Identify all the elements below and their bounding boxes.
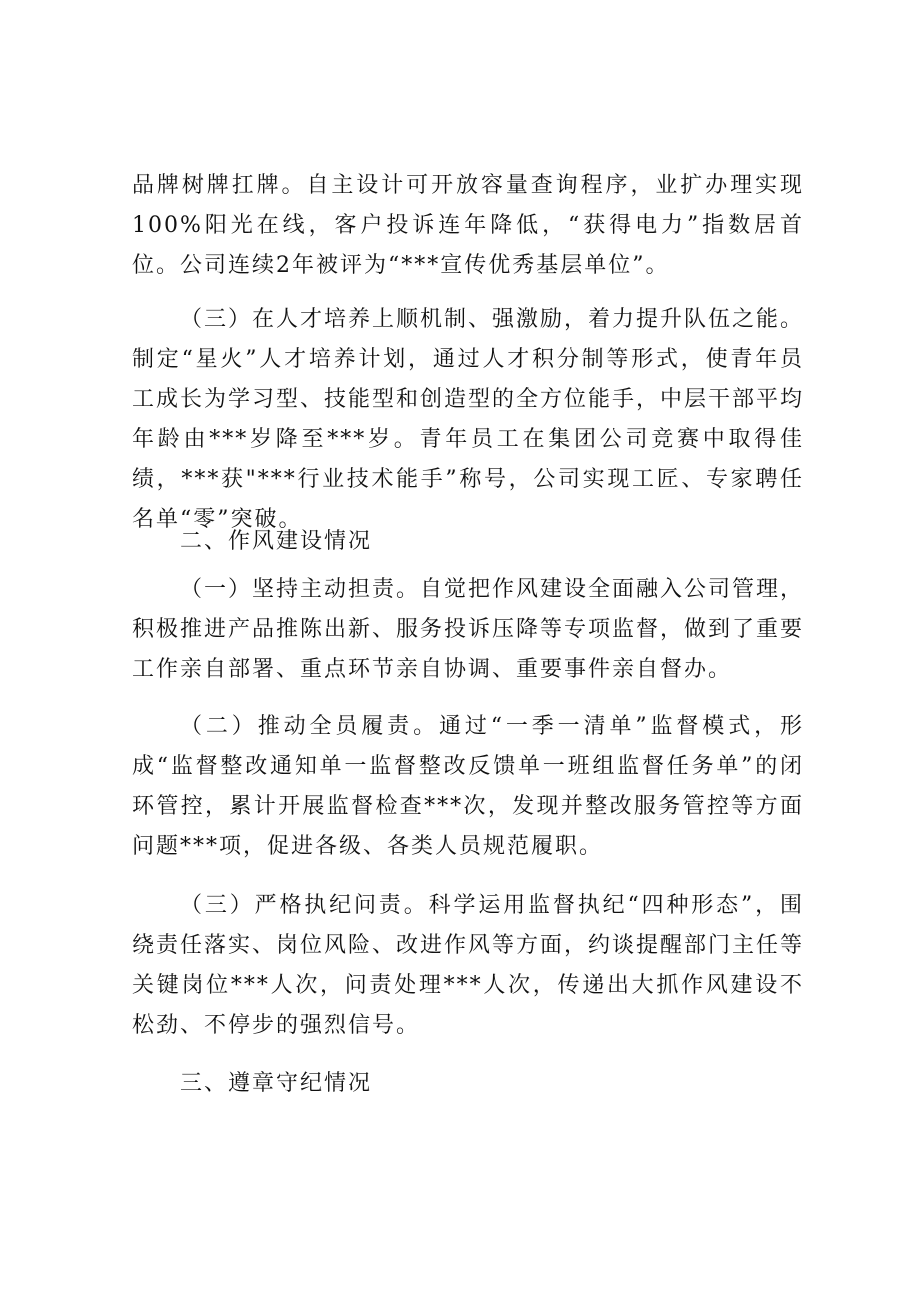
paragraph-text: （三）在人才培养上顺机制、强激励，着力提升队伍之能。制定“星火”人才培养计划，通过人才积分制等形式，使青年员工成长为学习型、技能型和创造型的全方位能手，中层干部平均年龄由***岁降至***岁。青年员工在集团公司竞赛中取得佳绩，***获"***行业技术能手”称号，公司实现工匠、专家聘任名单“零”突破。 <box>132 307 805 532</box>
heading-text: 二、作风建设情况 <box>180 529 373 554</box>
paragraph-take-responsibility <box>132 570 804 690</box>
paragraph-brand-building <box>132 166 804 286</box>
paragraph-text: （三）严格执纪问责。科学运用监督执纪“四种形态”，围绕责任落实、岗位风险、改进作风等方面，约谈提醒部门主任等关键岗位***人次，问责处理***人次，传递出大抓作风建设不松劲、不停步的强烈信号。 <box>132 893 805 1038</box>
section-heading-discipline-compliance <box>132 1064 804 1104</box>
paragraph-text: 品牌树牌扛牌。自主设计可开放容量查询程序，业扩办理实现100%阳光在线，客户投诉连年降低，“获得电力”指数居首位。公司连续2年被评为“***宣传优秀基层单位”。 <box>132 173 804 278</box>
section-heading-work-style <box>132 522 804 562</box>
heading-text: 三、遵章守纪情况 <box>180 1071 373 1096</box>
paragraph-text: （二）推动全员履责。通过“一季一清单”监督模式，形成“监督整改通知单一监督整改反馈单一班组监督任务单”的闭环管控，累计开展监督检查***次，发现并整改服务管控等方面问题***项，促进各级、各类人员规范履职。 <box>132 714 804 859</box>
paragraph-text: （一）坚持主动担责。自觉把作风建设全面融入公司管理，积极推进产品推陈出新、服务投诉压降等专项监督，做到了重要工作亲自部署、重点环节亲自协调、重要事件亲自督办。 <box>132 577 805 682</box>
paragraph-all-staff-duty <box>132 707 804 867</box>
paragraph-talent-training <box>132 300 804 540</box>
paragraph-strict-discipline <box>132 886 804 1046</box>
